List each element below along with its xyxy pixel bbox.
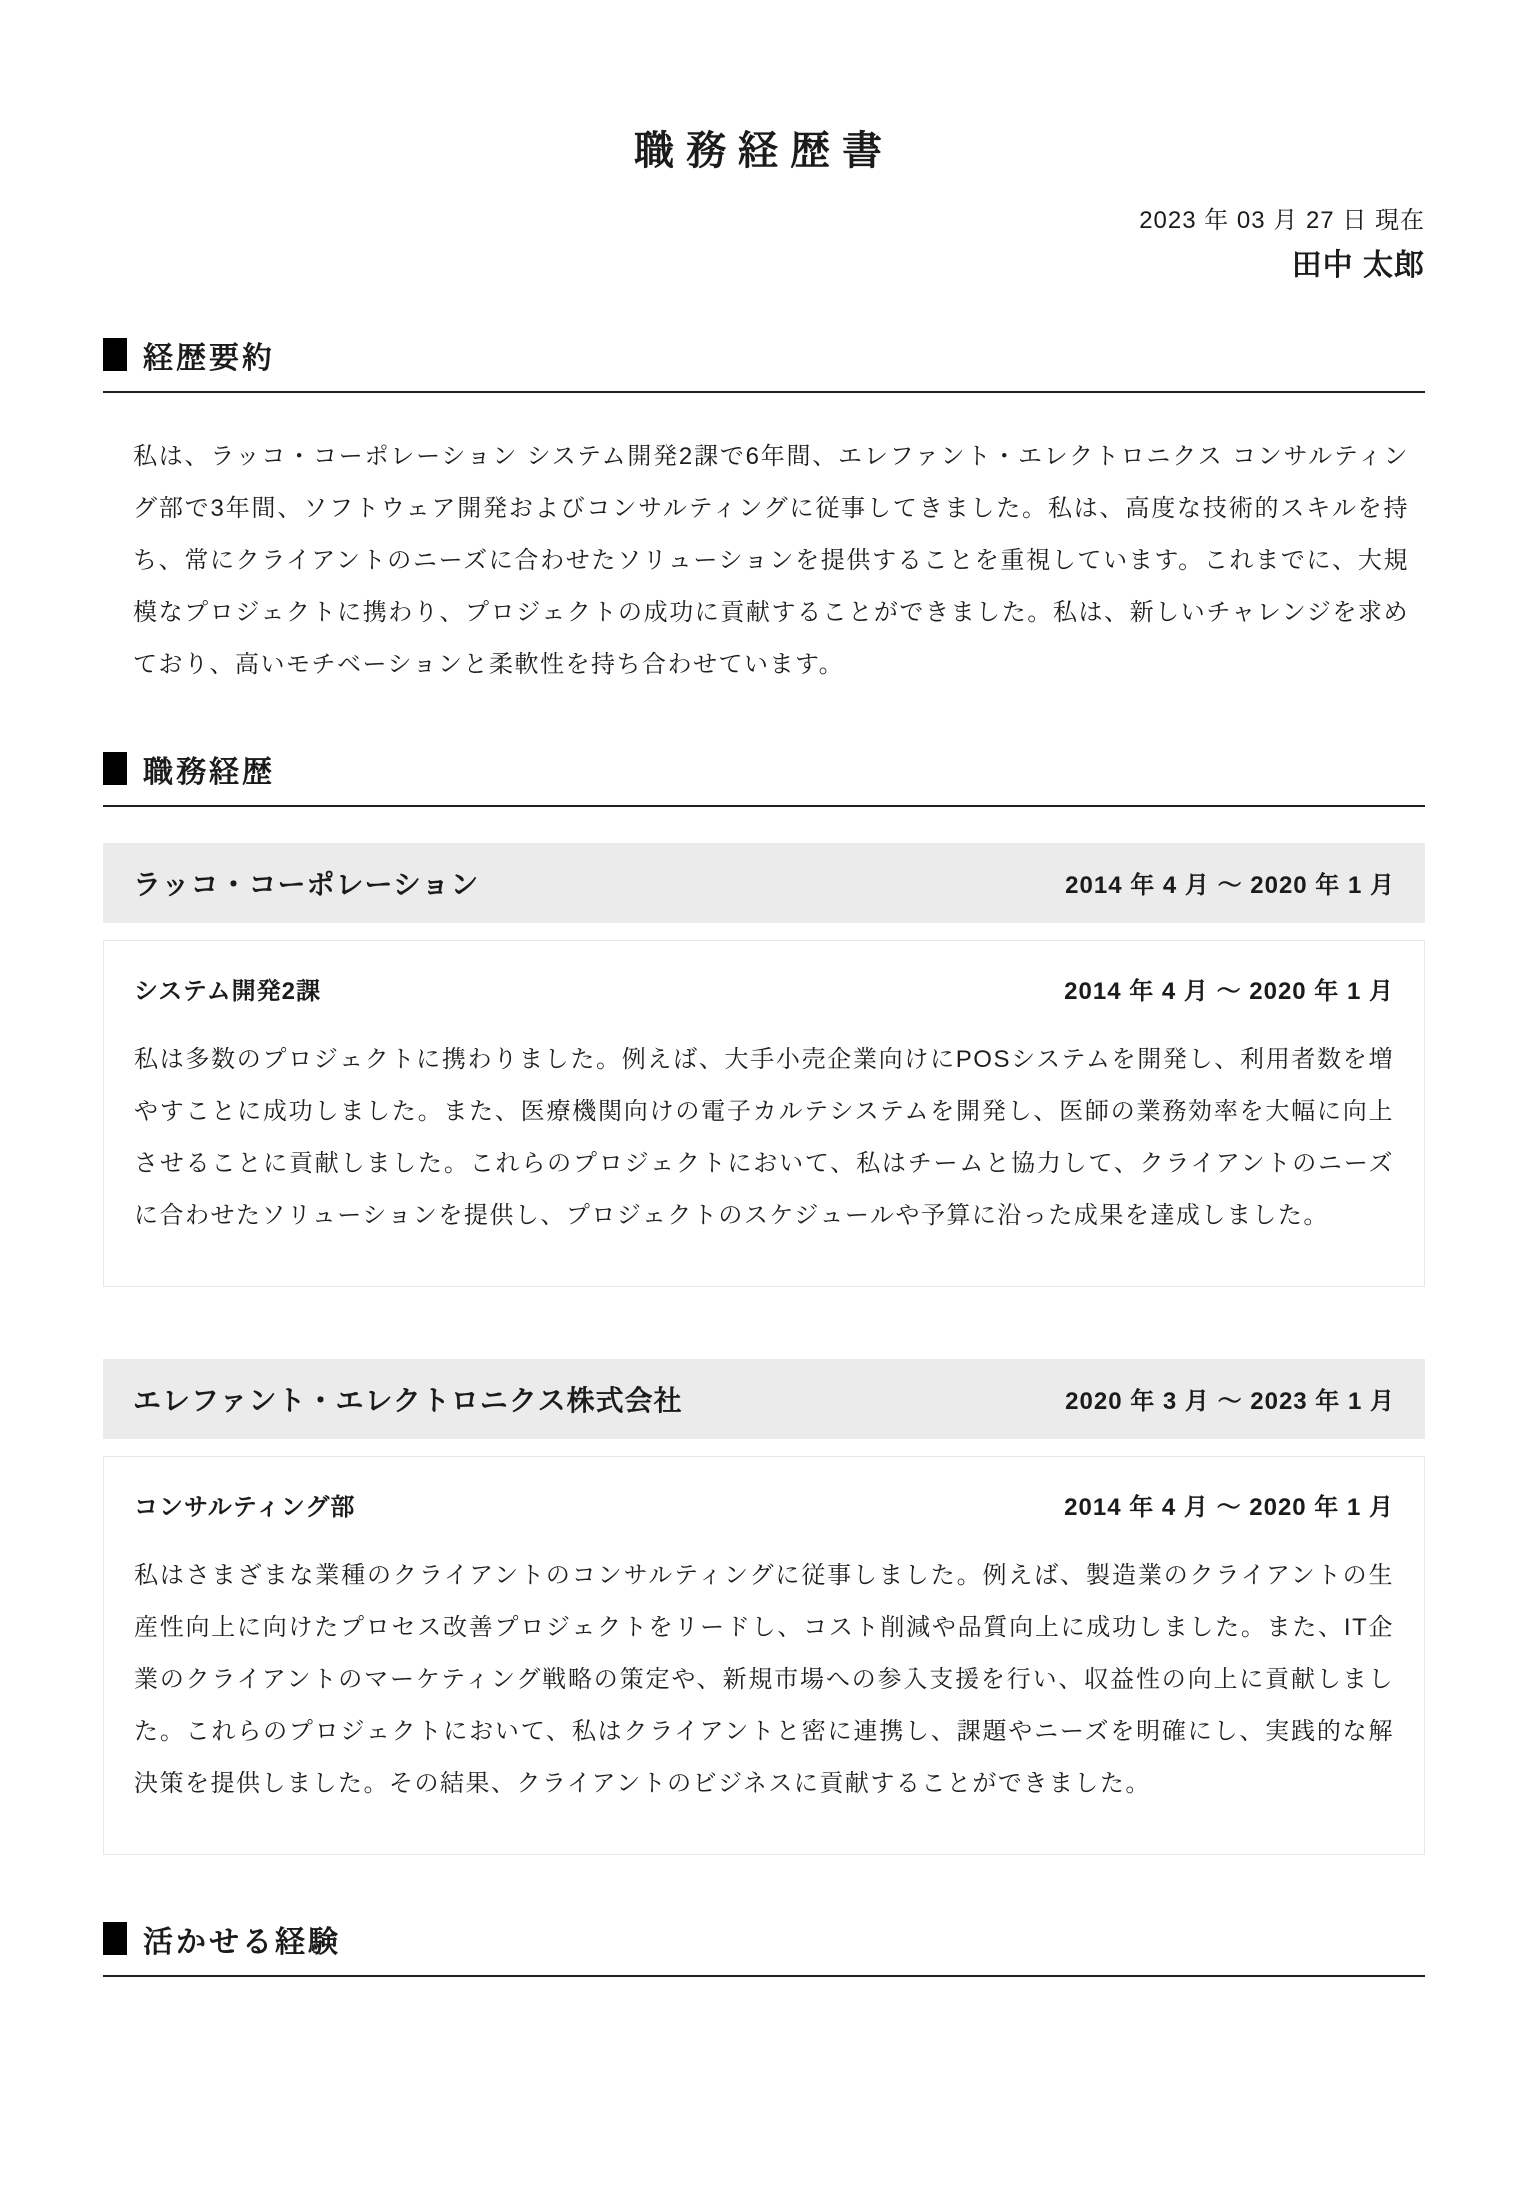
resume-page [0, 27, 1528, 2190]
department-period: 2014 年 4 月 〜 2020 年 1 月 [1064, 977, 1394, 1005]
company-header-bar [103, 843, 1425, 923]
department-row [134, 971, 1394, 1006]
square-bullet-icon [103, 752, 127, 785]
company-name: ラッコ・コーポレーション [133, 868, 480, 900]
company-name: エレファント・エレクトロニクス株式会社 [133, 1384, 683, 1416]
document-meta [103, 205, 1425, 285]
square-bullet-icon [103, 1922, 127, 1955]
department-name: システム開発2課 [134, 977, 321, 1005]
section-heading-skills [103, 1917, 1425, 1977]
job-description: 私は多数のプロジェクトに携わりました。例えば、大手小売企業向けにPOSシステムを開発し、利用者数を増やすことに成功しました。また、医療機関向けの電子カルテシステムを開発し、医師の業務効率を大幅に向上させることに貢献しました。これらのプロジェクトにおいて、私はチームと協力して、クライアントのニーズに合わせたソリューションを提供し、プロジェクトのスケジュールや予算に沿った成果を達成しました。 [134, 1045, 1394, 1229]
company-period: 2020 年 3 月 〜 2023 年 1 月 [1065, 1388, 1395, 1416]
summary-paragraph: 私は、ラッコ・コーポレーション システム開発2課で6年間、エレファント・エレクトロニクス コンサルティング部で3年間、ソフトウェア開発およびコンサルティングに従事してきました。私は、高度な技術的スキルを持ち、常にクライアントのニーズに合わせたソリューションを提供することを重視しています。これまでに、大規模なプロジェクトに携わり、プロジェクトの成功に貢献することができました。私は、新しいチャレンジを求めており、高いモチベーションと柔軟性を持ち合わせています。 [133, 442, 1409, 678]
job-card [103, 1359, 1425, 1855]
company-header-bar [103, 1359, 1425, 1439]
department-period: 2014 年 4 月 〜 2020 年 1 月 [1064, 1493, 1394, 1521]
page-content [103, 27, 1425, 1977]
as-of-date: 2023 年 03 月 27 日 現在 [1139, 206, 1425, 234]
page-title: 職務経歴書 [634, 128, 894, 173]
job-card [103, 843, 1425, 1287]
company-period: 2014 年 4 月 〜 2020 年 1 月 [1065, 872, 1395, 900]
job-detail-box [103, 940, 1425, 1287]
job-description: 私はさまざまな業種のクライアントのコンサルティングに従事しました。例えば、製造業のクライアントの生産性向上に向けたプロセス改善プロジェクトをリードし、コスト削減や品質向上に成功しました。また、IT企業のクライアントのマーケティング戦略の策定や、新規市場への参入支援を行い、収益性の向上に貢献しました。これらのプロジェクトにおいて、私はクライアントと密に連携し、課題やニーズを明確にし、実践的な解決策を提供しました。その結果、クライアントのビジネスに貢献することができました。 [134, 1561, 1394, 1797]
job-detail-box [103, 1456, 1425, 1855]
job-list [103, 843, 1425, 1855]
section-heading-label: 職務経歴 [143, 755, 275, 789]
square-bullet-icon [103, 338, 127, 371]
department-row [134, 1487, 1394, 1522]
section-heading-summary [103, 333, 1425, 393]
author-name: 田中 太郎 [1291, 248, 1425, 282]
section-heading-work-history [103, 747, 1425, 807]
section-heading-label: 経歴要約 [143, 341, 275, 375]
department-name: コンサルティング部 [134, 1493, 356, 1521]
section-heading-label: 活かせる経験 [143, 1925, 341, 1959]
